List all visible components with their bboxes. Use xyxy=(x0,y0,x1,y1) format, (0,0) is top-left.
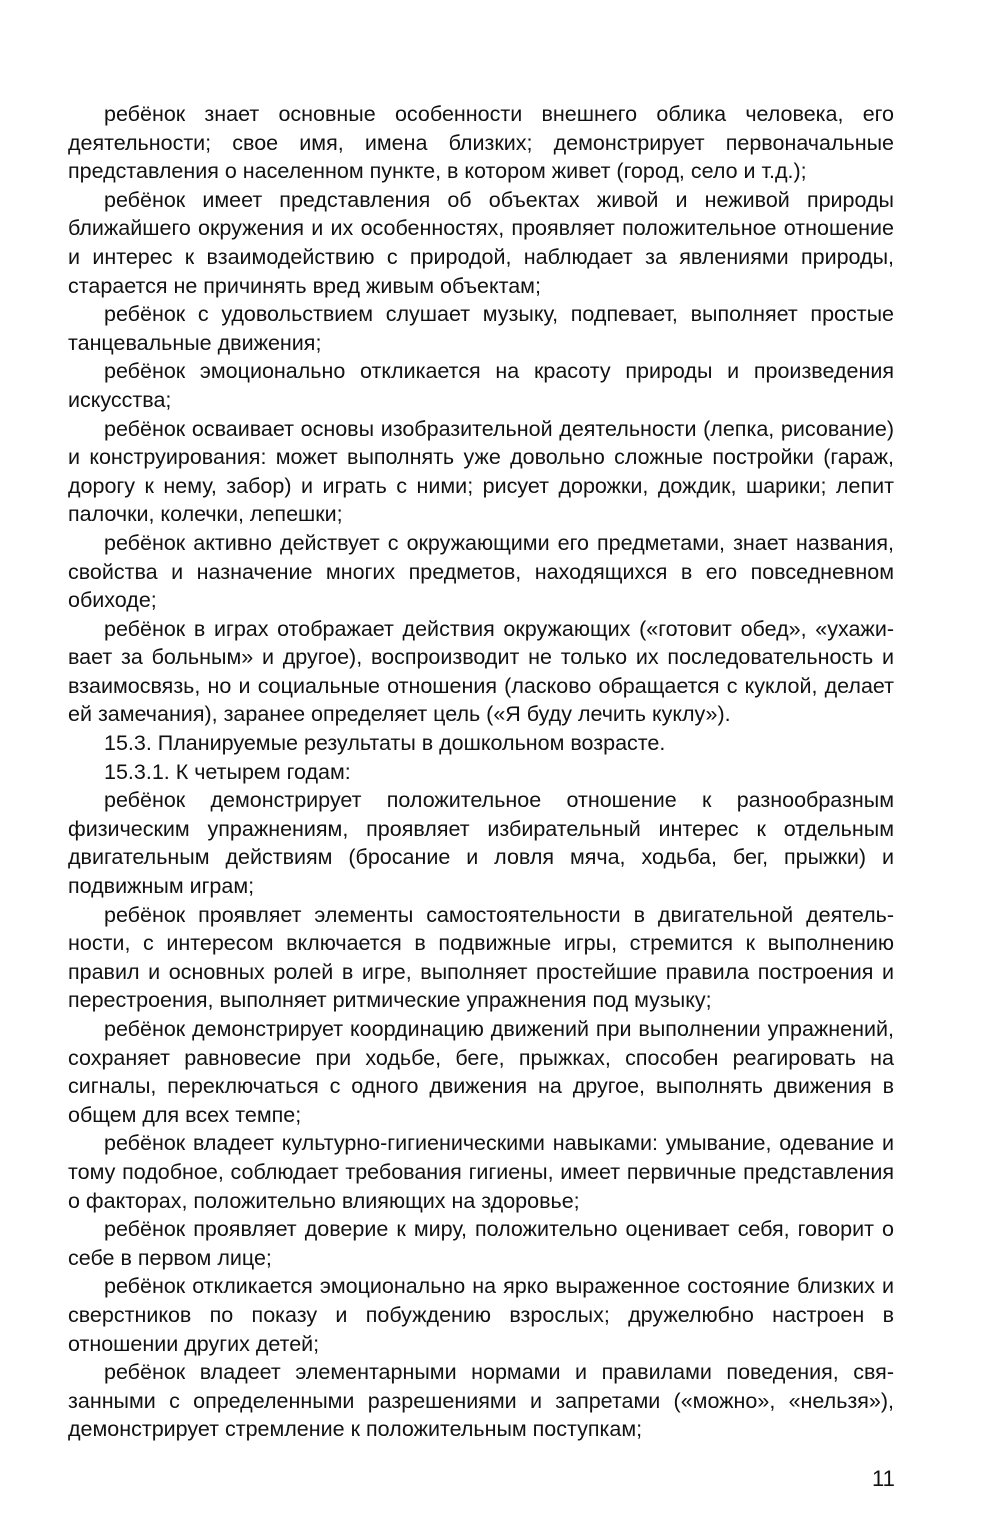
page-number: 11 xyxy=(872,1466,895,1491)
page-body xyxy=(68,100,894,1444)
paragraph: ребёнок в играх отображает действия окружающих («готовит обед», «ухаживает за больным» и другое), воспроизводит не только их последовательность и взаимосвязь, но и социальные отношения (ласково обращается с куклой, делает ей замечания), заранее определяет цель («Я буду лечить куклу»). xyxy=(68,616,894,727)
section-heading: 15.3. Планируемые результаты в дошкольном возрасте. xyxy=(104,731,666,756)
paragraph: ребёнок осваивает основы изобразительной деятельности (лепка, рисование) и конструирования: может выполнять уже довольно сложные постройки (гараж, дорогу к нему, забор) и играть с ними; рисует дорожки, дождик, шарики; лепит палочки, колечки, лепешки; xyxy=(68,416,894,527)
paragraph: ребёнок владеет элементарными нормами и правилами поведения, связанными с определенными разрешениями и запретами («можно», «нельзя»), демонстрирует стремление к положительным поступкам; xyxy=(68,1360,894,1442)
paragraph: ребёнок с удовольствием слушает музыку, подпевает, выполняет простые танцевальные движения; xyxy=(68,302,894,355)
paragraph: ребёнок имеет представления об объектах живой и неживой природы ближайшего окружения и их особенностях, проявляет положительное отношение и интерес к взаимодействию с природой, наблюдает за явлениями природы, старается не причинять вред живым объектам; xyxy=(68,187,894,298)
paragraph: ребёнок проявляет элементы самостоятельности в двигательной деятельности, с интересом включается в подвижные игры, стремится к выполнению правил и основных ролей в игре, выполняет простейшие правила построения и перестроения, выполняет ритмические упражнения под музыку; xyxy=(68,902,894,1013)
paragraph: ребёнок демонстрирует положительное отношение к разнообразным физическим упражнениям, проявляет избирательный интерес к отдельным двигательным действиям (бросание и ловля мяча, ходьба, бег, прыжки) и подвижным играм; xyxy=(68,788,894,899)
paragraph: ребёнок активно действует с окружающими его предметами, знает названия, свойства и назначение многих предметов, находящихся в его повседневном обиходе; xyxy=(68,530,894,613)
paragraph: ребёнок владеет культурно-гигиеническими навыками: умывание, одевание и тому подобное, соблюдает требования гигиены, имеет первичные представления о факторах, положительно влияющих на здоровье; xyxy=(68,1131,894,1213)
paragraph: ребёнок проявляет доверие к миру, положительно оценивает себя, говорит о себе в первом лице; xyxy=(68,1217,894,1270)
paragraph: ребёнок демонстрирует координацию движений при выполнении упражнений, сохраняет равновесие при ходьбе, беге, прыжках, способен реагировать на сигналы, переключаться с одного движения на другое, выполнять движения в общем для всех темпе; xyxy=(68,1017,894,1127)
paragraph: ребёнок эмоционально откликается на красоту природы и произведения искусства; xyxy=(68,359,894,412)
paragraph: ребёнок откликается эмоционально на ярко выраженное состояние близких и сверстников по показу и побуждению взрослых; дружелюбно настроен в отношении других детей; xyxy=(68,1274,894,1356)
subsection-heading: 15.3.1. К четырем годам: xyxy=(104,759,351,784)
paragraph: ребёнок знает основные особенности внешнего облика человека, его деятельности; свое имя, имена близких; демонстрирует первоначальные представления о населенном пункте, в котором живет (город, село и т.д.); xyxy=(68,102,894,184)
